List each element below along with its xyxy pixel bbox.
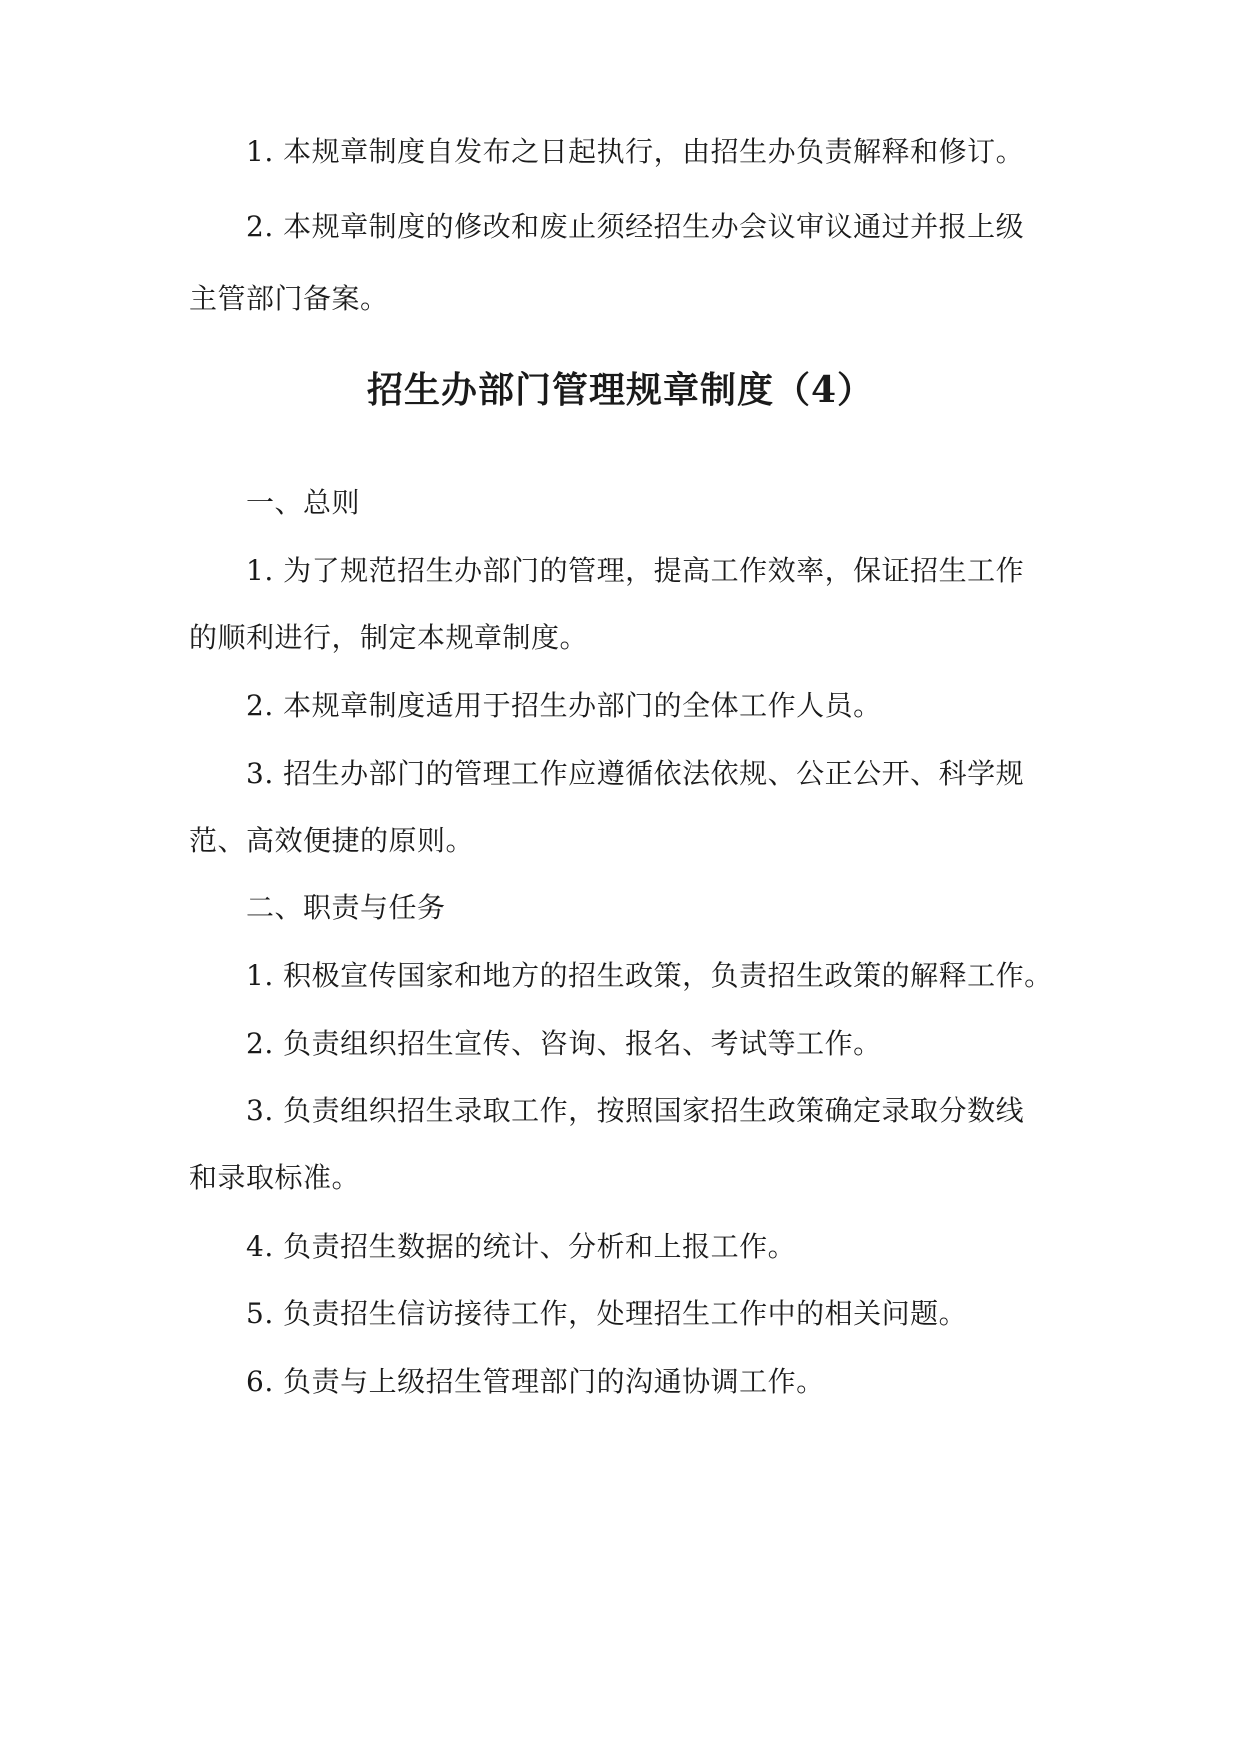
duty-item-3-continued: 和录取标准。 bbox=[189, 1161, 361, 1194]
duty-item-4: 4. 负责招生数据的统计、分析和上报工作。 bbox=[246, 1230, 797, 1263]
general-item-1-continued: 的顺利进行，制定本规章制度。 bbox=[189, 621, 589, 654]
general-item-2: 2. 本规章制度适用于招生办部门的全体工作人员。 bbox=[246, 689, 882, 722]
duty-item-3: 3. 负责组织招生录取工作，按照国家招生政策确定录取分数线 bbox=[246, 1094, 1025, 1127]
duty-item-6: 6. 负责与上级招生管理部门的沟通协调工作。 bbox=[246, 1365, 825, 1398]
document-title: 招生办部门管理规章制度（4） bbox=[366, 369, 875, 411]
duty-item-2: 2. 负责组织招生宣传、咨询、报名、考试等工作。 bbox=[246, 1027, 882, 1060]
section-heading-duties: 二、职责与任务 bbox=[246, 891, 446, 924]
section-heading-general: 一、总则 bbox=[246, 486, 361, 519]
general-item-3-continued: 范、高效便捷的原则。 bbox=[189, 824, 475, 857]
rule-item-2-continued: 主管部门备案。 bbox=[189, 282, 389, 315]
rule-item-2: 2. 本规章制度的修改和废止须经招生办会议审议通过并报上级 bbox=[246, 210, 1025, 243]
duty-item-5: 5. 负责招生信访接待工作，处理招生工作中的相关问题。 bbox=[246, 1297, 968, 1330]
general-item-3: 3. 招生办部门的管理工作应遵循依法依规、公正公开、科学规 bbox=[246, 757, 1025, 790]
rule-item-1: 1. 本规章制度自发布之日起执行，由招生办负责解释和修订。 bbox=[246, 135, 1025, 168]
general-item-1: 1. 为了规范招生办部门的管理，提高工作效率，保证招生工作 bbox=[246, 554, 1025, 587]
duty-item-1: 1. 积极宣传国家和地方的招生政策，负责招生政策的解释工作。 bbox=[246, 959, 1053, 992]
